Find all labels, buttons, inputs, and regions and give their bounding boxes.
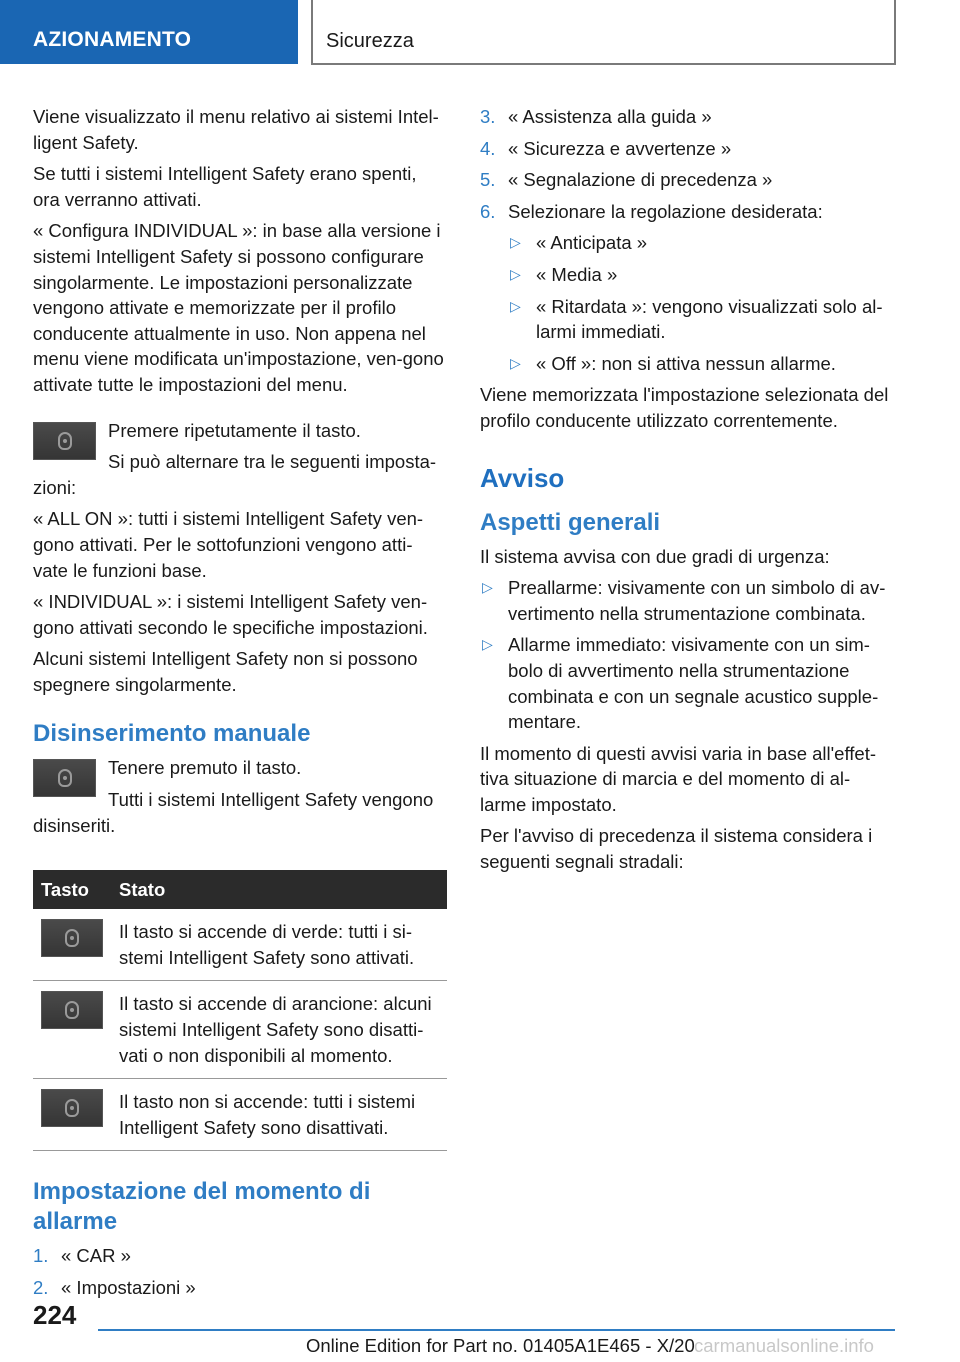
footer-divider	[98, 1329, 895, 1331]
step-text: « Impostazioni »	[61, 1277, 196, 1298]
edition-note: Online Edition for Part no. 01405A1E465 - X/20	[306, 1335, 695, 1356]
intelligent-safety-button-icon	[41, 991, 103, 1029]
table-cell: Il tasto si accende di arancione: alcuni sistemi Intelligent Safety sono disatti-vati o non disponibili al momento.	[111, 981, 447, 1079]
paragraph: Premere ripetutamente il tasto.	[108, 419, 361, 441]
paragraph: Tutti i sistemi Intelligent Safety vengono disinseriti.	[33, 789, 434, 836]
section-tab: AZIONAMENTO	[0, 0, 298, 64]
step-number: 2.	[33, 1277, 49, 1298]
paragraph: Se tutti i sistemi Intelligent Safety erano spenti, ora verranno attivati.	[33, 163, 417, 210]
right-column	[480, 104, 896, 881]
step-number: 1.	[33, 1245, 49, 1267]
table-row	[33, 1079, 447, 1151]
heading-warning: Avviso	[480, 462, 565, 493]
key-instruction-1	[33, 418, 447, 507]
step-text: « Sicurezza e avvertenze »	[508, 137, 732, 159]
step-text: « Assistenza alla guida »	[508, 106, 712, 127]
key-instruction-2	[33, 755, 447, 844]
intelligent-safety-button-icon	[33, 759, 96, 797]
button-state-table	[33, 870, 447, 1151]
heading-general: Aspetti generali	[480, 508, 661, 536]
paragraph: Per l'avviso di precedenza il sistema considera i seguenti segnali stradali:	[480, 825, 873, 873]
list-item	[480, 104, 896, 130]
paragraph: Viene visualizzato il menu relativo ai sistemi Intel-ligent Safety.	[33, 106, 439, 153]
heading-manual-deactivation: Disinserimento manuale	[33, 720, 311, 748]
paragraph: « Configura INDIVIDUAL »: in base alla versione i sistemi Intelligent Safety si possono configurare singolarmente. Le impostazioni personalizzate vengono attivate e memorizzate per il profilo conducente attualmente in uso. Non appena nel menu viene modificata un'impostazione, ven-gono attivate tutte le impostazioni del menu.	[33, 220, 444, 395]
step-text: « Segnalazione di precedenza »	[508, 169, 773, 191]
list-item	[480, 294, 896, 345]
step-number: 6.	[480, 200, 496, 222]
step-number: 4.	[480, 137, 496, 159]
level-text: Allarme immediato: visivamente con un sim-bolo di avvertimento nella strumentazione combinata e con un segnale acustico supple-mentare.	[508, 634, 879, 733]
list-item	[480, 575, 896, 626]
paragraph: Viene memorizzata l'impostazione selezionata del profilo conducente utilizzato correntemente.	[480, 384, 889, 431]
intelligent-safety-button-icon	[33, 422, 96, 460]
watermark: carmanualsonline.info	[694, 1335, 874, 1356]
step-text: Selezionare la regolazione desiderata:	[508, 200, 823, 222]
level-text: Preallarme: visivamente con un simbolo di av-vertimento nella strumentazione combinata.	[508, 577, 886, 624]
table-cell: Il tasto si accende di verde: tutti i si-stemi Intelligent Safety sono attivati.	[111, 909, 447, 981]
table-header-key: Tasto	[33, 870, 111, 909]
triangle-right-icon: ▷	[510, 354, 521, 371]
list-item	[480, 262, 896, 288]
list-item	[480, 167, 896, 193]
option-text: « Off »: non si attiva nessun allarme.	[536, 352, 836, 374]
triangle-right-icon: ▷	[510, 265, 521, 282]
list-item	[480, 199, 896, 225]
paragraph: « INDIVIDUAL »: i sistemi Intelligent Safety ven-gono attivati secondo le specifiche impostazioni.	[33, 591, 428, 638]
triangle-right-icon: ▷	[482, 579, 493, 596]
intelligent-safety-button-icon	[41, 919, 103, 957]
table-cell: Il tasto non si accende: tutti i sistemi Intelligent Safety sono disattivati.	[111, 1079, 447, 1151]
step-number: 3.	[480, 106, 496, 127]
table-row	[33, 909, 447, 981]
option-text: « Ritardata »: vengono visualizzati solo al-larmi immediati.	[536, 295, 883, 343]
paragraph: Il momento di questi avvisi varia in base all'effet-tiva situazione di marcia e del momento di al-larme impostato.	[480, 742, 876, 815]
list-item	[480, 632, 896, 734]
paragraph: Il sistema avvisa con due gradi di urgenza:	[480, 545, 830, 567]
table-header-state: Stato	[111, 870, 447, 909]
step-number: 5.	[480, 169, 496, 191]
option-text: « Media »	[536, 263, 618, 285]
step-text: « CAR »	[61, 1245, 131, 1267]
option-text: « Anticipata »	[536, 232, 648, 254]
list-item	[33, 1243, 447, 1269]
list-item	[33, 1275, 447, 1301]
list-item	[480, 351, 896, 377]
paragraph: Si può alternare tra le seguenti imposta-zioni:	[33, 451, 437, 498]
heading-warning-timing: Impostazione del momento di allarme	[33, 1178, 371, 1236]
chapter-tab: Sicurezza	[311, 0, 896, 65]
list-item	[480, 136, 896, 162]
paragraph: Tenere premuto il tasto.	[108, 757, 302, 779]
triangle-right-icon: ▷	[510, 234, 521, 251]
paragraph: « ALL ON »: tutti i sistemi Intelligent Safety ven-gono attivati. Per le sottofunzioni vengono atti-vate le funzioni base.	[33, 508, 424, 581]
intelligent-safety-button-icon	[41, 1089, 103, 1127]
triangle-right-icon: ▷	[510, 297, 521, 314]
list-item	[480, 230, 896, 256]
paragraph: Alcuni sistemi Intelligent Safety non si possono spegnere singolarmente.	[33, 648, 418, 695]
table-row	[33, 981, 447, 1079]
triangle-right-icon: ▷	[482, 636, 493, 653]
left-column	[33, 104, 447, 1307]
page-number: 224	[33, 1300, 77, 1330]
